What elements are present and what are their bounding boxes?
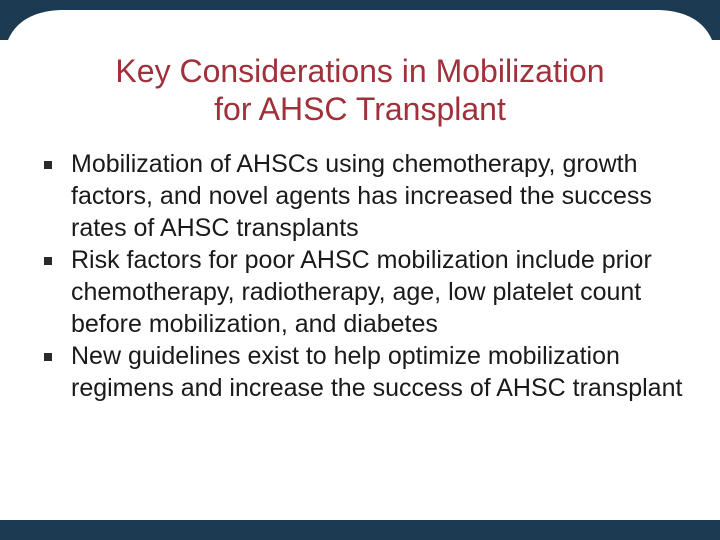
square-bullet-icon: [44, 161, 52, 169]
bottom-banner: [0, 520, 720, 540]
bullet-text: Risk factors for poor AHSC mobilization include prior chemotherapy, radiotherapy, age, low platelet count before mobilization, and diabetes: [71, 246, 652, 338]
bullet-list: [40, 148, 690, 404]
bullet-item: [40, 148, 690, 244]
slide-title: [0, 52, 720, 128]
square-bullet-icon: [44, 257, 52, 265]
top-banner: [0, 0, 720, 40]
slide-title-line-2: for AHSC Transplant: [214, 91, 506, 127]
slide-title-line-1: Key Considerations in Mobilization: [115, 53, 605, 89]
bullet-text: New guidelines exist to help optimize mobilization regimens and increase the success of AHSC transplant: [71, 342, 683, 402]
bullet-text: Mobilization of AHSCs using chemotherapy, growth factors, and novel agents has increased the success rates of AHSC transplants: [71, 150, 652, 242]
bullet-item: [40, 244, 690, 340]
square-bullet-icon: [44, 353, 52, 361]
bullet-item: [40, 340, 690, 404]
